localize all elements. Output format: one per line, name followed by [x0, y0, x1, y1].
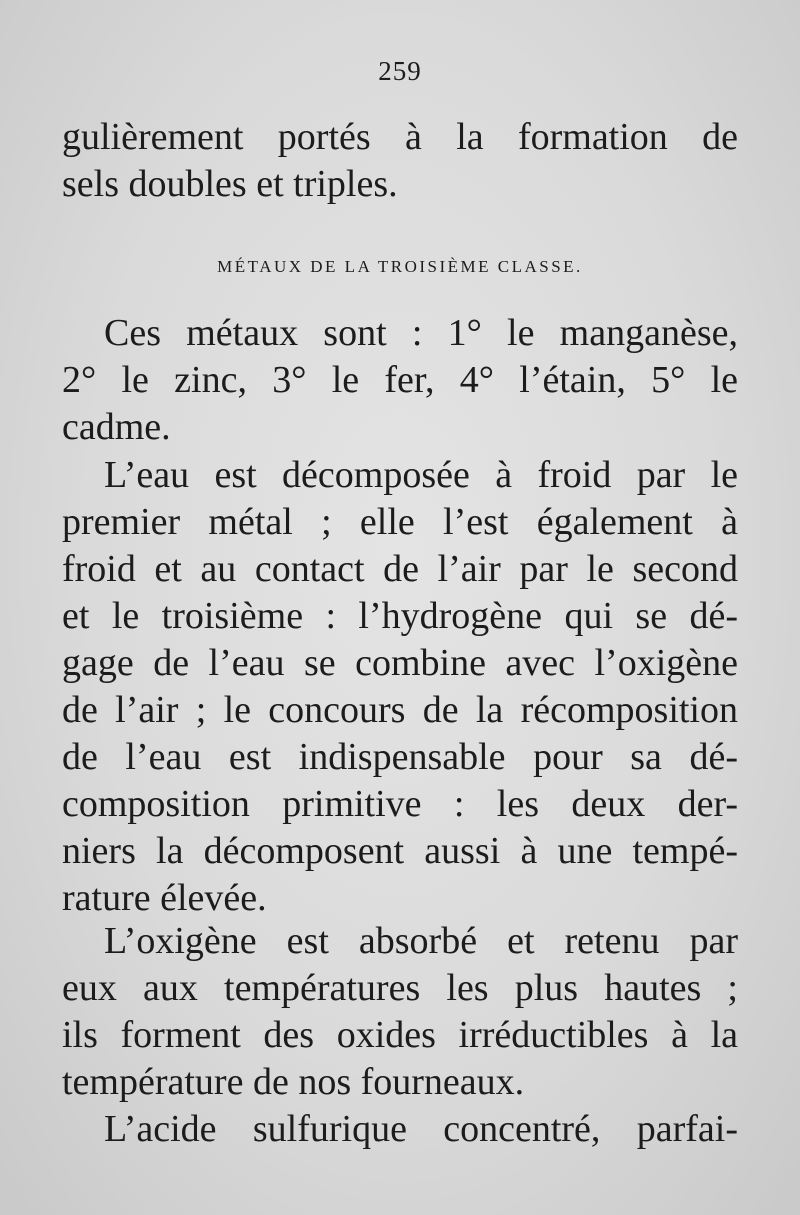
text-line: sels doubles et triples.	[62, 163, 398, 205]
paragraph-sulfuric-acid	[62, 1106, 738, 1153]
text-line: eux aux températures les plus hautes ;	[62, 967, 738, 1009]
paragraph-oxygen	[62, 918, 738, 1106]
text-line: gage de l’eau se combine avec l’oxigène	[62, 642, 738, 684]
text-line: cadme.	[62, 406, 171, 448]
paragraph-water-decomposition	[62, 452, 738, 922]
text-line: 2° le zinc, 3° le fer, 4° l’étain, 5° le	[62, 359, 738, 401]
section-heading: MÉTAUX DE LA TROISIÈME CLASSE.	[217, 257, 583, 276]
text-line: Ces métaux sont : 1° le manganèse,	[104, 312, 738, 354]
text-line: gulièrement portés à la formation de	[62, 116, 738, 158]
text-line: de l’air ; le concours de la récomposition	[62, 689, 738, 731]
text-line: L’acide sulfurique concentré, parfai-	[104, 1108, 738, 1150]
text-line: premier métal ; elle l’est également à	[62, 501, 738, 543]
text-line: température de nos fourneaux.	[62, 1061, 525, 1103]
text-line: composition primitive : les deux der-	[62, 783, 738, 825]
text-line: niers la décomposent aussi à une tempé-	[62, 830, 738, 872]
paragraph-metals-list	[62, 310, 738, 451]
text-line: et le troisième : l’hydrogène qui se dé-	[62, 595, 738, 637]
page-number: 259	[378, 56, 422, 86]
text-line: froid et au contact de l’air par le second	[62, 548, 738, 590]
paragraph-continuation	[62, 114, 738, 208]
text-line: de l’eau est indispensable pour sa dé-	[62, 736, 738, 778]
text-line: rature élevée.	[62, 877, 267, 919]
text-line: L’eau est décomposée à froid par le	[104, 454, 738, 496]
text-line: L’oxigène est absorbé et retenu par	[104, 920, 738, 962]
text-line: ils forment des oxides irréductibles à la	[62, 1014, 738, 1056]
